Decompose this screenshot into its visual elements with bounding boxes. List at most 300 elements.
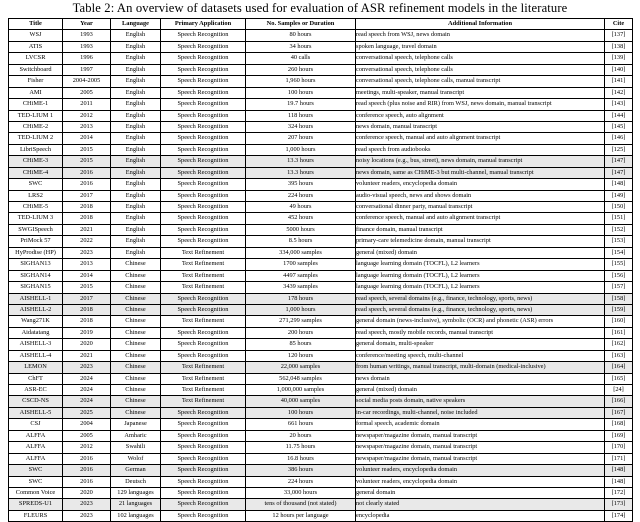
cell-cite: [158] — [605, 293, 633, 304]
table-row — [9, 373, 633, 384]
cell-samples: 271,299 samples — [246, 316, 356, 327]
cell-info: general domain (news-inclusive), symbolic (OCR) and phonetic (ASR) errors — [356, 316, 605, 327]
table-row — [9, 304, 633, 315]
cell-language: English — [111, 247, 161, 258]
cell-cite: [148] — [605, 465, 633, 476]
table-row — [9, 316, 633, 327]
table-row — [9, 76, 633, 87]
cell-language: English — [111, 41, 161, 52]
cell-samples: 100 hours — [246, 407, 356, 418]
cell-samples: 386 hours — [246, 465, 356, 476]
cell-year: 2013 — [63, 121, 111, 132]
cell-info: volunteer readers, encyclopedia domain — [356, 465, 605, 476]
cell-title: Switchboard — [9, 64, 63, 75]
cell-info: meetings, multi-speaker, manual transcript — [356, 87, 605, 98]
table-row — [9, 442, 633, 453]
cell-samples: 178 hours — [246, 293, 356, 304]
cell-samples: 33,000 hours — [246, 487, 356, 498]
cell-language: Chinese — [111, 373, 161, 384]
cell-application: Speech Recognition — [161, 327, 246, 338]
cell-language: English — [111, 87, 161, 98]
cell-samples: 200 hours — [246, 327, 356, 338]
cell-info: conversational speech, telephone calls — [356, 53, 605, 64]
cell-info: finance domain, manual transcript — [356, 224, 605, 235]
cell-cite: [146] — [605, 133, 633, 144]
cell-language: Chinese — [111, 350, 161, 361]
cell-cite: [148] — [605, 179, 633, 190]
cell-title: PriMock 57 — [9, 236, 63, 247]
table-row — [9, 419, 633, 430]
cell-samples: 4497 samples — [246, 270, 356, 281]
cell-language: Chinese — [111, 259, 161, 270]
table-row — [9, 133, 633, 144]
cell-samples: 118 hours — [246, 110, 356, 121]
table-row — [9, 156, 633, 167]
cell-application: Speech Recognition — [161, 419, 246, 430]
cell-info: volunteer readers, encyclopedia domain — [356, 179, 605, 190]
cell-title: TED-LIUM 3 — [9, 213, 63, 224]
cell-samples: 1700 samples — [246, 259, 356, 270]
cell-title: SIGHAN14 — [9, 270, 63, 281]
table-row — [9, 282, 633, 293]
cell-application: Speech Recognition — [161, 53, 246, 64]
column-header-language: Language — [111, 19, 161, 30]
cell-application: Speech Recognition — [161, 144, 246, 155]
cell-info: audio-visual speech, news and shows domain — [356, 190, 605, 201]
cell-info: language learning domain (TOCFL), L2 learners — [356, 282, 605, 293]
cell-year: 2015 — [63, 144, 111, 155]
cell-cite: [162] — [605, 339, 633, 350]
table-row — [9, 465, 633, 476]
table-row — [9, 41, 633, 52]
cell-title: TED-LIUM 2 — [9, 133, 63, 144]
cell-cite: [147] — [605, 156, 633, 167]
cell-cite: [144] — [605, 110, 633, 121]
cell-title: AISHELL-3 — [9, 339, 63, 350]
cell-year: 2020 — [63, 487, 111, 498]
cell-year: 2023 — [63, 499, 111, 510]
cell-year: 2023 — [63, 510, 111, 521]
cell-cite: [160] — [605, 316, 633, 327]
cell-info: news domain, same as CHiME-3 but multi-channel, manual transcript — [356, 167, 605, 178]
cell-info: in-car recordings, multi-channel, noise included — [356, 407, 605, 418]
cell-language: 21 languages — [111, 499, 161, 510]
cell-application: Text Refinement — [161, 362, 246, 373]
cell-cite: [168] — [605, 419, 633, 430]
cell-info: noisy locations (e.g., bus, street), news domain, manual transcript — [356, 156, 605, 167]
cell-cite: [140] — [605, 64, 633, 75]
table-row — [9, 339, 633, 350]
cell-year: 2023 — [63, 247, 111, 258]
cell-year: 2024 — [63, 373, 111, 384]
cell-cite: [172] — [605, 487, 633, 498]
table-row — [9, 293, 633, 304]
table-row — [9, 87, 633, 98]
cell-year: 1993 — [63, 30, 111, 41]
header-row — [9, 19, 633, 30]
cell-cite: [150] — [605, 202, 633, 213]
table-row — [9, 362, 633, 373]
cell-language: Amharic — [111, 430, 161, 441]
cell-info: conference speech, manual and auto alignment transcript — [356, 213, 605, 224]
cell-info: not clearly stated — [356, 499, 605, 510]
table-row — [9, 99, 633, 110]
cell-samples: 16.8 hours — [246, 453, 356, 464]
cell-language: Chinese — [111, 339, 161, 350]
cell-language: English — [111, 133, 161, 144]
cell-title: LVCSR — [9, 53, 63, 64]
cell-application: Speech Recognition — [161, 430, 246, 441]
cell-title: AISHELL-5 — [9, 407, 63, 418]
cell-year: 2018 — [63, 202, 111, 213]
datasets-table — [8, 18, 633, 522]
cell-samples: 120 hours — [246, 350, 356, 361]
column-header-cite: Cite — [605, 19, 633, 30]
cell-language: Chinese — [111, 327, 161, 338]
cell-samples: 49 hours — [246, 202, 356, 213]
cell-samples: 260 hours — [246, 64, 356, 75]
cell-language: 102 languages — [111, 510, 161, 521]
cell-info: news domain, manual transcript — [356, 121, 605, 132]
cell-language: Chinese — [111, 293, 161, 304]
cell-cite: [139] — [605, 53, 633, 64]
cell-info: from human writings, manual transcript, multi-domain (medical-inclusive) — [356, 362, 605, 373]
table-row — [9, 224, 633, 235]
cell-year: 2013 — [63, 259, 111, 270]
cell-title: ASR-EC — [9, 385, 63, 396]
table-row — [9, 167, 633, 178]
cell-info: newspaper/magazine domain, manual transcript — [356, 430, 605, 441]
cell-application: Speech Recognition — [161, 99, 246, 110]
cell-info: conversational dinner party, manual transcript — [356, 202, 605, 213]
cell-title: Wang271K — [9, 316, 63, 327]
cell-cite: [142] — [605, 87, 633, 98]
table-row — [9, 396, 633, 407]
cell-application: Speech Recognition — [161, 350, 246, 361]
cell-info: language learning domain (TOCFL), L2 learners — [356, 259, 605, 270]
table-row — [9, 30, 633, 41]
cell-application: Speech Recognition — [161, 236, 246, 247]
cell-info: volunteer readers, encyclopedia domain — [356, 476, 605, 487]
cell-info: read speech, mostly mobile records, manual transcript — [356, 327, 605, 338]
cell-year: 2016 — [63, 167, 111, 178]
cell-language: English — [111, 224, 161, 235]
cell-year: 2012 — [63, 442, 111, 453]
table-row — [9, 350, 633, 361]
cell-language: English — [111, 64, 161, 75]
table-row — [9, 453, 633, 464]
cell-cite: [147] — [605, 167, 633, 178]
cell-language: Chinese — [111, 270, 161, 281]
cell-year: 2017 — [63, 293, 111, 304]
table-row — [9, 213, 633, 224]
cell-samples: 324 hours — [246, 121, 356, 132]
cell-year: 2015 — [63, 156, 111, 167]
table-row — [9, 270, 633, 281]
cell-cite: [170] — [605, 442, 633, 453]
cell-cite: [157] — [605, 282, 633, 293]
cell-language: Wolof — [111, 453, 161, 464]
cell-samples: 452 hours — [246, 213, 356, 224]
cell-language: English — [111, 179, 161, 190]
cell-title: AISHELL-1 — [9, 293, 63, 304]
cell-title: ALFFA — [9, 430, 63, 441]
cell-application: Text Refinement — [161, 316, 246, 327]
cell-info: spoken language, travel domain — [356, 41, 605, 52]
cell-info: read speech, several domains (e.g., finance, technology, sports, news) — [356, 293, 605, 304]
cell-cite: [164] — [605, 362, 633, 373]
table-row — [9, 179, 633, 190]
cell-year: 2018 — [63, 304, 111, 315]
cell-year: 2016 — [63, 465, 111, 476]
cell-title: CHiME-4 — [9, 167, 63, 178]
cell-title: SWC — [9, 476, 63, 487]
cell-application: Speech Recognition — [161, 465, 246, 476]
column-header-title: Title — [9, 19, 63, 30]
table-row — [9, 499, 633, 510]
cell-language: Chinese — [111, 385, 161, 396]
cell-year: 2018 — [63, 316, 111, 327]
cell-cite: [167] — [605, 407, 633, 418]
cell-info: read speech from WSJ, news domain — [356, 30, 605, 41]
cell-title: SPREDS-U1 — [9, 499, 63, 510]
cell-info: social media posts domain, native speakers — [356, 396, 605, 407]
cell-samples: 11.75 hours — [246, 442, 356, 453]
cell-samples: 562,048 samples — [246, 373, 356, 384]
cell-language: English — [111, 76, 161, 87]
cell-cite: [152] — [605, 224, 633, 235]
cell-samples: 1,000,000 samples — [246, 385, 356, 396]
cell-year: 1997 — [63, 64, 111, 75]
cell-info: general domain — [356, 487, 605, 498]
cell-year: 2014 — [63, 270, 111, 281]
cell-samples: 395 hours — [246, 179, 356, 190]
cell-application: Speech Recognition — [161, 224, 246, 235]
table-row — [9, 64, 633, 75]
cell-title: CHiME-1 — [9, 99, 63, 110]
cell-info: primary-care telemedicine domain, manual transcript — [356, 236, 605, 247]
cell-info: general (mixed) domain — [356, 247, 605, 258]
cell-application: Speech Recognition — [161, 190, 246, 201]
cell-samples: 80 hours — [246, 30, 356, 41]
cell-title: Aidatatang — [9, 327, 63, 338]
cell-application: Speech Recognition — [161, 510, 246, 521]
cell-application: Speech Recognition — [161, 30, 246, 41]
cell-application: Speech Recognition — [161, 213, 246, 224]
cell-year: 2024 — [63, 396, 111, 407]
cell-application: Speech Recognition — [161, 499, 246, 510]
cell-language: Chinese — [111, 362, 161, 373]
cell-info: encyclopedia — [356, 510, 605, 521]
cell-language: Chinese — [111, 316, 161, 327]
cell-language: English — [111, 190, 161, 201]
cell-language: English — [111, 236, 161, 247]
table-row — [9, 476, 633, 487]
cell-year: 2023 — [63, 362, 111, 373]
cell-year: 2004-2005 — [63, 76, 111, 87]
cell-application: Speech Recognition — [161, 87, 246, 98]
cell-year: 2020 — [63, 339, 111, 350]
cell-title: SWC — [9, 465, 63, 476]
cell-year: 2021 — [63, 224, 111, 235]
cell-cite: [159] — [605, 304, 633, 315]
cell-year: 2016 — [63, 453, 111, 464]
cell-cite: [165] — [605, 373, 633, 384]
cell-title: HyProdise (HP) — [9, 247, 63, 258]
cell-year: 2014 — [63, 133, 111, 144]
cell-cite: [137] — [605, 30, 633, 41]
cell-application: Speech Recognition — [161, 179, 246, 190]
cell-title: CHiME-5 — [9, 202, 63, 213]
cell-samples: 1,000 hours — [246, 304, 356, 315]
table-row — [9, 510, 633, 521]
cell-info: conference speech, auto alignment — [356, 110, 605, 121]
cell-samples: 22,000 samples — [246, 362, 356, 373]
cell-info: conference speech, manual and auto alignment transcript — [356, 133, 605, 144]
table-row — [9, 430, 633, 441]
cell-title: AISHELL-2 — [9, 304, 63, 315]
cell-info: newspaper/magazine domain, manual transcript — [356, 453, 605, 464]
cell-title: CHiME-3 — [9, 156, 63, 167]
cell-cite: [125] — [605, 144, 633, 155]
cell-language: English — [111, 202, 161, 213]
column-header-application: Primary Application — [161, 19, 246, 30]
cell-samples: 40,000 samples — [246, 396, 356, 407]
cell-cite: [155] — [605, 259, 633, 270]
table-row — [9, 53, 633, 64]
cell-year: 1996 — [63, 53, 111, 64]
cell-info: language learning domain (TOCFL), L2 learners — [356, 270, 605, 281]
table-row — [9, 144, 633, 155]
cell-application: Speech Recognition — [161, 293, 246, 304]
cell-year: 2005 — [63, 430, 111, 441]
cell-language: Swahili — [111, 442, 161, 453]
table-row — [9, 407, 633, 418]
cell-title: ChFT — [9, 373, 63, 384]
cell-samples: 13.3 hours — [246, 167, 356, 178]
cell-samples: 334,000 samples — [246, 247, 356, 258]
cell-cite: [24] — [605, 385, 633, 396]
cell-language: English — [111, 121, 161, 132]
cell-application: Speech Recognition — [161, 487, 246, 498]
cell-info: read speech from audiobooks — [356, 144, 605, 155]
cell-language: English — [111, 110, 161, 121]
cell-samples: 13.3 hours — [246, 156, 356, 167]
cell-info: conversational speech, telephone calls, manual transcript — [356, 76, 605, 87]
cell-samples: 1,000 hours — [246, 144, 356, 155]
cell-samples: 224 hours — [246, 190, 356, 201]
cell-language: English — [111, 99, 161, 110]
cell-year: 2004 — [63, 419, 111, 430]
cell-application: Speech Recognition — [161, 121, 246, 132]
cell-samples: 1,960 hours — [246, 76, 356, 87]
cell-title: Fisher — [9, 76, 63, 87]
cell-title: TED-LIUM 1 — [9, 110, 63, 121]
table-row — [9, 202, 633, 213]
cell-language: English — [111, 53, 161, 64]
cell-cite: [149] — [605, 190, 633, 201]
cell-cite: [141] — [605, 76, 633, 87]
cell-cite: [163] — [605, 350, 633, 361]
cell-info: read speech, several domains (e.g., finance, technology, sports, news) — [356, 304, 605, 315]
cell-info: formal speech, academic domain — [356, 419, 605, 430]
cell-language: German — [111, 465, 161, 476]
table-row — [9, 121, 633, 132]
cell-year: 2018 — [63, 213, 111, 224]
cell-cite: [145] — [605, 121, 633, 132]
cell-cite: [171] — [605, 453, 633, 464]
cell-application: Speech Recognition — [161, 76, 246, 87]
cell-samples: tens of thousand (not stated) — [246, 499, 356, 510]
cell-title: SWGISpeech — [9, 224, 63, 235]
cell-title: SWC — [9, 179, 63, 190]
table-row — [9, 487, 633, 498]
cell-year: 2021 — [63, 350, 111, 361]
cell-application: Text Refinement — [161, 259, 246, 270]
cell-title: CHiME-2 — [9, 121, 63, 132]
cell-cite: [173] — [605, 499, 633, 510]
cell-language: Chinese — [111, 282, 161, 293]
cell-application: Text Refinement — [161, 385, 246, 396]
cell-info: conference/meeting speech, multi-channel — [356, 350, 605, 361]
cell-title: AISHELL-4 — [9, 350, 63, 361]
cell-year: 2022 — [63, 236, 111, 247]
cell-application: Speech Recognition — [161, 64, 246, 75]
cell-info: newspaper/magazine domain, manual transcript — [356, 442, 605, 453]
cell-title: LEMON — [9, 362, 63, 373]
cell-year: 2016 — [63, 179, 111, 190]
cell-info: news domain — [356, 373, 605, 384]
cell-samples: 224 hours — [246, 476, 356, 487]
cell-cite: [138] — [605, 41, 633, 52]
cell-title: CSJ — [9, 419, 63, 430]
table-row — [9, 247, 633, 258]
cell-samples: 207 hours — [246, 133, 356, 144]
table-row — [9, 236, 633, 247]
cell-application: Speech Recognition — [161, 167, 246, 178]
cell-language: English — [111, 167, 161, 178]
cell-samples: 100 hours — [246, 87, 356, 98]
cell-application: Speech Recognition — [161, 339, 246, 350]
cell-cite: [161] — [605, 327, 633, 338]
column-header-info: Additional Information — [356, 19, 605, 30]
cell-application: Speech Recognition — [161, 304, 246, 315]
cell-application: Speech Recognition — [161, 202, 246, 213]
cell-cite: [148] — [605, 476, 633, 487]
cell-language: English — [111, 156, 161, 167]
cell-year: 2025 — [63, 407, 111, 418]
cell-title: FLEURS — [9, 510, 63, 521]
cell-samples: 34 hours — [246, 41, 356, 52]
cell-language: Deutsch — [111, 476, 161, 487]
cell-cite: [143] — [605, 99, 633, 110]
cell-year: 2017 — [63, 190, 111, 201]
cell-cite: [166] — [605, 396, 633, 407]
cell-language: English — [111, 144, 161, 155]
cell-language: Chinese — [111, 407, 161, 418]
cell-year: 1993 — [63, 41, 111, 52]
cell-samples: 5000 hours — [246, 224, 356, 235]
cell-samples: 85 hours — [246, 339, 356, 350]
cell-application: Text Refinement — [161, 282, 246, 293]
cell-title: LibriSpeech — [9, 144, 63, 155]
cell-cite: [156] — [605, 270, 633, 281]
cell-samples: 12 hours per language — [246, 510, 356, 521]
table-row — [9, 259, 633, 270]
cell-year: 2019 — [63, 327, 111, 338]
cell-application: Speech Recognition — [161, 156, 246, 167]
cell-info: general (mixed) domain — [356, 385, 605, 396]
